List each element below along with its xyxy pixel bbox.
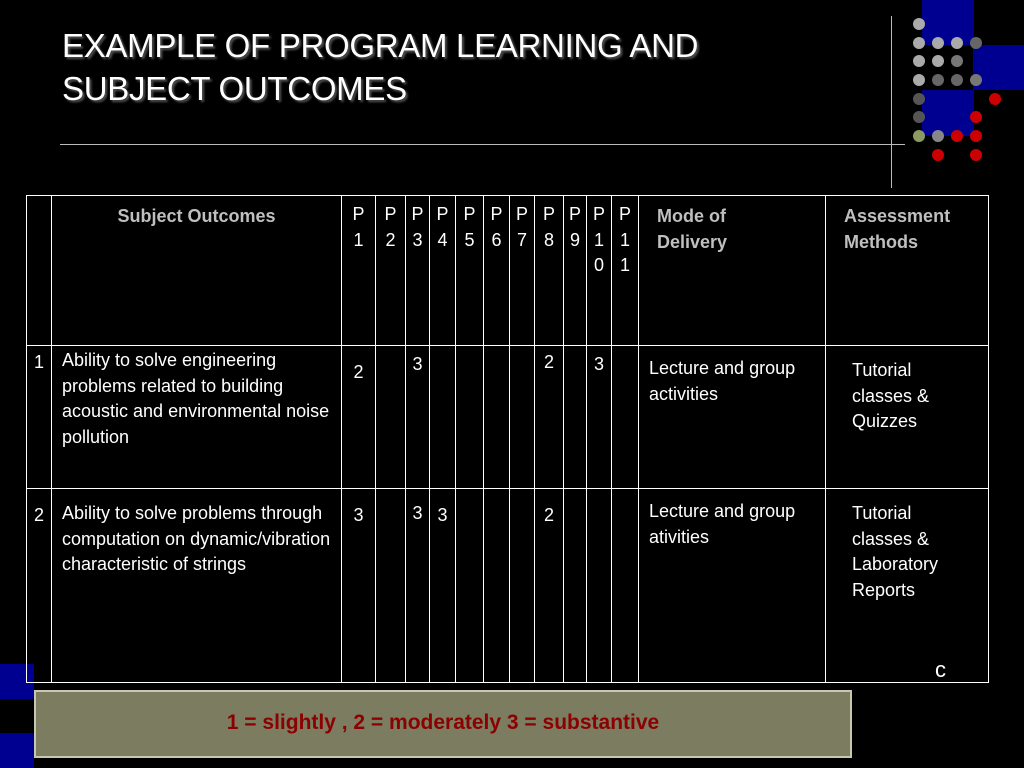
row-number: 2 xyxy=(27,489,52,683)
header-p4 xyxy=(430,196,456,346)
table-row xyxy=(27,489,989,683)
p-column-label: P 7 xyxy=(515,204,528,250)
p-value xyxy=(376,489,406,683)
assessment-method: Tutorial classes & Quizzes xyxy=(826,346,989,489)
outcome-text: Ability to solve problems through computation on dynamic/vibration characteristic of strings xyxy=(52,489,342,683)
table-header-row xyxy=(27,196,989,346)
header-num-cell xyxy=(27,196,52,346)
table-row xyxy=(27,346,989,489)
p-column-label: P 4 xyxy=(436,204,449,250)
legend-box xyxy=(34,690,852,758)
p-value xyxy=(612,346,639,489)
decor-square-top-3 xyxy=(922,90,974,136)
legend-text: 1 = slightly , 2 = moderately 3 = substantive xyxy=(226,711,660,734)
header-p5 xyxy=(456,196,484,346)
header-subject-outcomes: Subject Outcomes xyxy=(52,196,342,346)
decor-square-bottom-3 xyxy=(0,733,34,768)
header-p2 xyxy=(376,196,406,346)
p-value xyxy=(510,346,535,489)
p-value: 3 xyxy=(406,489,430,683)
header-p7 xyxy=(510,196,535,346)
p-value xyxy=(564,346,587,489)
p-column-label: P 3 xyxy=(411,204,424,250)
p-value: 2 xyxy=(535,489,564,683)
header-p1 xyxy=(342,196,376,346)
p-value xyxy=(564,489,587,683)
p-column-label: P 6 xyxy=(490,204,503,250)
header-p11 xyxy=(612,196,639,346)
row-number: 1 xyxy=(27,346,52,489)
p-value xyxy=(430,346,456,489)
p-value xyxy=(587,489,612,683)
p-value: 2 xyxy=(535,346,564,489)
header-p10 xyxy=(587,196,612,346)
title-divider xyxy=(60,144,905,145)
vertical-divider xyxy=(891,16,892,188)
p-value: 3 xyxy=(430,489,456,683)
slide-title-line2: SUBJECT OUTCOMES xyxy=(62,70,407,107)
decor-square-top-1 xyxy=(922,0,974,45)
p-column-label: P 1 1 xyxy=(618,204,631,275)
header-p9 xyxy=(564,196,587,346)
p-column-label: P 1 xyxy=(352,204,365,250)
mode-of-delivery: Lecture and group ativities xyxy=(639,489,826,683)
outcome-text: Ability to solve engineering problems related to building acoustic and environmental noise pollution xyxy=(52,346,342,489)
note-text: c xyxy=(935,657,946,682)
header-assessment-methods: Assessment Methods xyxy=(826,196,989,346)
header-p8 xyxy=(535,196,564,346)
slide-title-line1: EXAMPLE OF PROGRAM LEARNING AND xyxy=(62,27,699,64)
assessment-method: Tutorial classes & Laboratory Reports xyxy=(826,489,989,683)
p-column-label: P 9 xyxy=(568,204,581,250)
p-value: 3 xyxy=(406,346,430,489)
mode-of-delivery: Lecture and group activities xyxy=(639,346,826,489)
p-value xyxy=(484,346,510,489)
p-value xyxy=(484,489,510,683)
p-column-label: P 8 xyxy=(542,204,555,250)
p-value xyxy=(376,346,406,489)
slide-title xyxy=(62,24,862,110)
header-mode-of-delivery: Mode of Delivery xyxy=(639,196,826,346)
p-value xyxy=(456,346,484,489)
p-value xyxy=(456,489,484,683)
p-value xyxy=(510,489,535,683)
header-p6 xyxy=(484,196,510,346)
p-column-label: P 2 xyxy=(384,204,397,250)
p-value: 3 xyxy=(342,489,376,683)
p-column-label: P 5 xyxy=(463,204,476,250)
outcomes-table xyxy=(26,195,989,683)
p-value: 3 xyxy=(587,346,612,489)
p-column-label: P 1 0 xyxy=(592,204,605,275)
p-value xyxy=(612,489,639,683)
p-value: 2 xyxy=(342,346,376,489)
header-p3 xyxy=(406,196,430,346)
